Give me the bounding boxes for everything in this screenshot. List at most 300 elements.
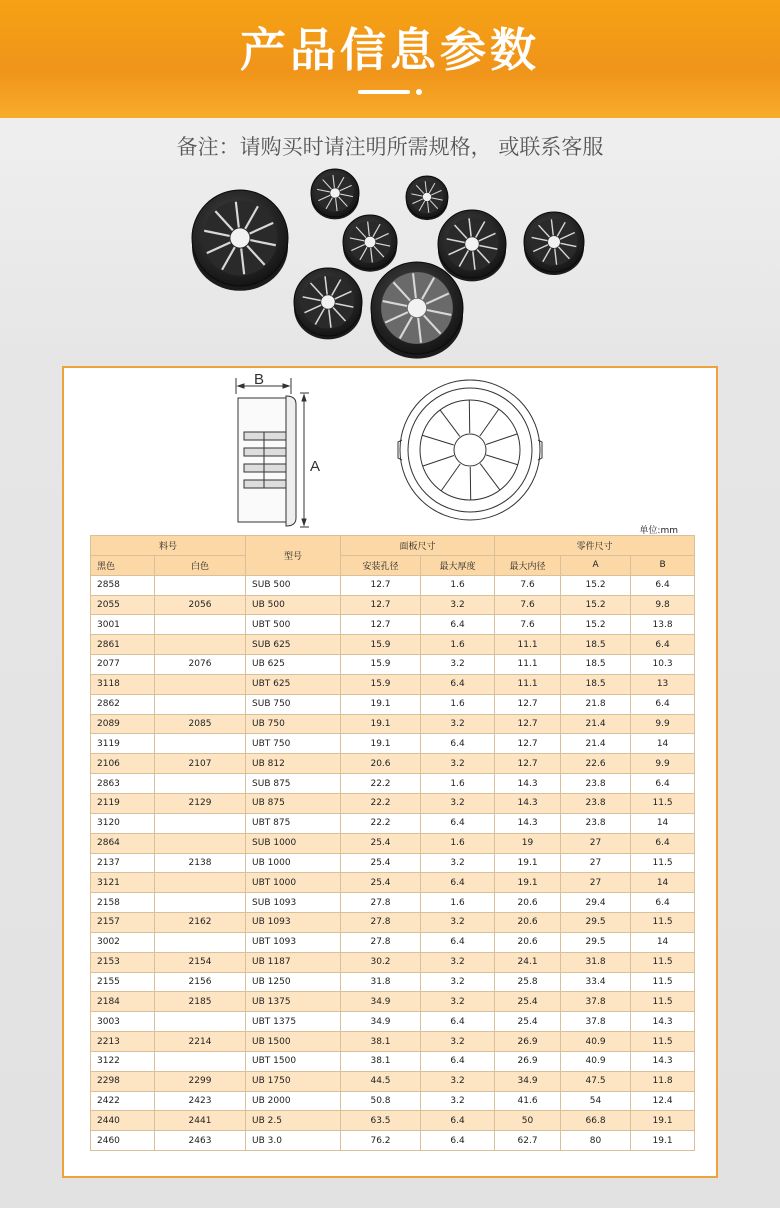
cell-white-part-no: 2076 [155,655,246,675]
cell-black-part-no: 2298 [91,1071,155,1091]
cell-black-part-no: 2155 [91,972,155,992]
cell-black-part-no: 3122 [91,1051,155,1071]
cell-max-thickness: 1.6 [421,635,495,655]
cell-white-part-no: 2423 [155,1091,246,1111]
cell-dim-a: 21.8 [561,694,631,714]
cell-white-part-no [155,734,246,754]
cell-max-inner-diameter: 7.6 [495,595,561,615]
cell-dim-a: 29.4 [561,893,631,913]
cell-dim-a: 37.8 [561,992,631,1012]
cell-max-thickness: 6.4 [421,1012,495,1032]
cell-model: SUB 625 [246,635,341,655]
cell-dim-a: 40.9 [561,1032,631,1052]
cell-max-thickness: 3.2 [421,1071,495,1091]
cell-model: SUB 1000 [246,833,341,853]
cell-max-thickness: 3.2 [421,1091,495,1111]
cell-white-part-no: 2085 [155,714,246,734]
cell-dim-b: 14 [631,813,695,833]
drawing-spoke [423,455,454,466]
cell-dim-a: 15.2 [561,595,631,615]
cell-max-inner-diameter: 62.7 [495,1131,561,1151]
cell-dim-b: 9.9 [631,714,695,734]
cell-max-inner-diameter: 25.4 [495,1012,561,1032]
cell-dim-a: 27 [561,873,631,893]
cell-dim-b: 14 [631,932,695,952]
cell-black-part-no: 3119 [91,734,155,754]
cell-black-part-no: 2158 [91,893,155,913]
side-view [236,378,309,527]
cell-dim-a: 31.8 [561,952,631,972]
cell-dim-a: 37.8 [561,1012,631,1032]
cell-black-part-no: 2460 [91,1131,155,1151]
grommet-image [192,190,288,291]
cell-dim-b: 6.4 [631,893,695,913]
cell-max-thickness: 6.4 [421,1111,495,1131]
cell-hole-diameter: 12.7 [341,615,421,635]
cell-white-part-no [155,575,246,595]
header-dim-b: B [631,555,695,575]
cell-max-inner-diameter: 12.7 [495,734,561,754]
cell-white-part-no [155,674,246,694]
header-part-no: 料号 [91,536,246,556]
cell-model: UBT 1000 [246,873,341,893]
cell-dim-a: 66.8 [561,1111,631,1131]
header-hole-diameter: 安装孔径 [341,555,421,575]
header-part-size: 零件尺寸 [495,536,695,556]
cell-black-part-no: 2157 [91,913,155,933]
cell-hole-diameter: 15.9 [341,674,421,694]
cell-dim-a: 15.2 [561,615,631,635]
table-row [91,754,695,774]
dim-label-a: A [310,458,321,475]
cell-black-part-no: 2106 [91,754,155,774]
header-model: 型号 [246,536,341,576]
cell-dim-b: 12.4 [631,1091,695,1111]
cell-max-thickness: 6.4 [421,734,495,754]
cell-white-part-no [155,873,246,893]
cell-dim-b: 6.4 [631,694,695,714]
header-max-thickness: 最大厚度 [421,555,495,575]
spec-panel [62,366,718,1178]
front-view [398,380,542,520]
cell-dim-a: 21.4 [561,714,631,734]
title-banner [0,0,780,118]
table-row [91,813,695,833]
table-row [91,674,695,694]
table-row [91,1071,695,1091]
cell-hole-diameter: 22.2 [341,774,421,794]
cell-dim-b: 6.4 [631,575,695,595]
cell-dim-a: 27 [561,833,631,853]
cell-white-part-no: 2156 [155,972,246,992]
cell-hole-diameter: 63.5 [341,1111,421,1131]
cell-black-part-no: 2864 [91,833,155,853]
cell-hole-diameter: 19.1 [341,694,421,714]
cell-max-thickness: 3.2 [421,972,495,992]
cell-model: UB 1093 [246,913,341,933]
cell-white-part-no [155,1051,246,1071]
cell-max-thickness: 3.2 [421,714,495,734]
cell-max-thickness: 3.2 [421,913,495,933]
table-row [91,1111,695,1131]
table-row [91,833,695,853]
cell-dim-b: 14 [631,873,695,893]
cell-dim-a: 15.2 [561,575,631,595]
cell-model: UB 500 [246,595,341,615]
cell-black-part-no: 2184 [91,992,155,1012]
unit-label: 单位:mm [639,526,678,536]
cell-hole-diameter: 12.7 [341,575,421,595]
cell-model: UB 875 [246,793,341,813]
cell-white-part-no: 2056 [155,595,246,615]
drawing-spoke [480,464,500,490]
cell-max-inner-diameter: 25.4 [495,992,561,1012]
cell-dim-a: 18.5 [561,635,631,655]
cell-model: SUB 875 [246,774,341,794]
cell-max-inner-diameter: 25.8 [495,972,561,992]
table-row [91,853,695,873]
cell-dim-a: 23.8 [561,793,631,813]
grommet-image [343,215,397,272]
cell-dim-b: 11.5 [631,952,695,972]
table-row [91,972,695,992]
cell-model: UB 1375 [246,992,341,1012]
cell-max-inner-diameter: 19 [495,833,561,853]
cell-white-part-no: 2441 [155,1111,246,1131]
table-row [91,992,695,1012]
cell-dim-b: 10.3 [631,655,695,675]
cell-dim-a: 47.5 [561,1071,631,1091]
cell-black-part-no: 2422 [91,1091,155,1111]
cell-max-thickness: 1.6 [421,833,495,853]
header-black: 黑色 [91,555,155,575]
table-row [91,734,695,754]
cell-max-inner-diameter: 12.7 [495,714,561,734]
cell-max-inner-diameter: 20.6 [495,893,561,913]
cell-max-inner-diameter: 11.1 [495,635,561,655]
cell-dim-b: 13.8 [631,615,695,635]
drawing-spoke [486,434,517,445]
cell-model: UB 2.5 [246,1111,341,1131]
cell-max-inner-diameter: 11.1 [495,655,561,675]
cell-max-inner-diameter: 19.1 [495,853,561,873]
cell-model: UB 1750 [246,1071,341,1091]
cell-black-part-no: 2089 [91,714,155,734]
table-row [91,873,695,893]
table-row [91,595,695,615]
cell-white-part-no: 2138 [155,853,246,873]
cell-max-thickness: 6.4 [421,1051,495,1071]
cell-hole-diameter: 22.2 [341,793,421,813]
cell-dim-b: 19.1 [631,1111,695,1131]
cell-hole-diameter: 44.5 [341,1071,421,1091]
cell-model: UB 625 [246,655,341,675]
cell-max-thickness: 3.2 [421,595,495,615]
table-row [91,1051,695,1071]
table-row [91,893,695,913]
cell-hole-diameter: 27.8 [341,913,421,933]
cell-dim-b: 9.8 [631,595,695,615]
cell-dim-a: 18.5 [561,655,631,675]
cell-black-part-no: 2119 [91,793,155,813]
cell-black-part-no: 3001 [91,615,155,635]
cell-dim-b: 6.4 [631,635,695,655]
cell-model: UB 812 [246,754,341,774]
cell-white-part-no: 2162 [155,913,246,933]
cell-white-part-no: 2107 [155,754,246,774]
cell-hole-diameter: 31.8 [341,972,421,992]
cell-black-part-no: 2055 [91,595,155,615]
cell-dim-a: 40.9 [561,1051,631,1071]
dim-label-b: B [254,371,265,388]
cell-model: UBT 875 [246,813,341,833]
cell-max-thickness: 6.4 [421,932,495,952]
cell-hole-diameter: 22.2 [341,813,421,833]
grommet-image [294,268,362,339]
cell-white-part-no: 2185 [155,992,246,1012]
table-group-header-row [91,536,695,556]
cell-white-part-no [155,615,246,635]
cell-model: UBT 1375 [246,1012,341,1032]
cell-max-inner-diameter: 20.6 [495,932,561,952]
table-row [91,1012,695,1032]
cell-hole-diameter: 15.9 [341,655,421,675]
cell-dim-a: 29.5 [561,913,631,933]
cell-white-part-no [155,893,246,913]
cell-model: SUB 500 [246,575,341,595]
table-row [91,615,695,635]
cell-model: SUB 1093 [246,893,341,913]
cell-dim-b: 11.8 [631,1071,695,1091]
cell-model: UBT 1500 [246,1051,341,1071]
table-row [91,714,695,734]
cell-max-thickness: 1.6 [421,774,495,794]
cell-max-thickness: 3.2 [421,952,495,972]
cell-max-thickness: 1.6 [421,893,495,913]
cell-max-inner-diameter: 50 [495,1111,561,1131]
cell-black-part-no: 3002 [91,932,155,952]
cell-max-thickness: 3.2 [421,992,495,1012]
header-max-inner-diameter: 最大内径 [495,555,561,575]
table-row [91,1091,695,1111]
cell-black-part-no: 2153 [91,952,155,972]
cell-max-inner-diameter: 14.3 [495,813,561,833]
cell-white-part-no: 2299 [155,1071,246,1091]
cell-model: UB 2000 [246,1091,341,1111]
cell-model: UBT 500 [246,615,341,635]
cell-dim-b: 13 [631,674,695,694]
cell-dim-a: 27 [561,853,631,873]
table-row [91,932,695,952]
drawing-spoke [480,409,499,436]
cell-black-part-no: 2213 [91,1032,155,1052]
cell-max-thickness: 6.4 [421,615,495,635]
drawing-spoke [422,435,454,445]
cell-dim-a: 80 [561,1131,631,1151]
cell-white-part-no [155,1012,246,1032]
table-row [91,793,695,813]
table-row [91,694,695,714]
cell-model: UB 1000 [246,853,341,873]
header-dim-a: A [561,555,631,575]
cell-hole-diameter: 15.9 [341,635,421,655]
cell-white-part-no: 2463 [155,1131,246,1151]
cell-dim-b: 14.3 [631,1051,695,1071]
cell-white-part-no [155,932,246,952]
cell-hole-diameter: 34.9 [341,1012,421,1032]
cell-dim-b: 11.5 [631,853,695,873]
cell-max-inner-diameter: 12.7 [495,754,561,774]
cell-max-thickness: 1.6 [421,575,495,595]
cell-hole-diameter: 25.4 [341,873,421,893]
table-row [91,1032,695,1052]
cell-black-part-no: 3120 [91,813,155,833]
cell-black-part-no: 3003 [91,1012,155,1032]
cell-hole-diameter: 38.1 [341,1032,421,1052]
grommet-image [311,169,359,219]
cell-dim-b: 11.5 [631,793,695,813]
cell-model: UB 3.0 [246,1131,341,1151]
cell-model: UB 1187 [246,952,341,972]
grommet-image [524,212,584,275]
cell-model: UBT 1093 [246,932,341,952]
cell-black-part-no: 2861 [91,635,155,655]
purchase-note: 备注：请购买时请注明所需规格， 或联系客服 [176,135,604,159]
cell-black-part-no: 3118 [91,674,155,694]
cell-black-part-no: 2137 [91,853,155,873]
cell-dim-b: 6.4 [631,833,695,853]
table-row [91,774,695,794]
cell-dim-a: 23.8 [561,813,631,833]
cell-dim-a: 22.6 [561,754,631,774]
cell-max-inner-diameter: 24.1 [495,952,561,972]
cell-dim-b: 11.5 [631,992,695,1012]
grommet-image [438,210,506,281]
cell-max-thickness: 3.2 [421,754,495,774]
cell-max-thickness: 3.2 [421,793,495,813]
drawing-spoke [441,464,460,491]
cell-max-inner-diameter: 7.6 [495,575,561,595]
cell-max-inner-diameter: 12.7 [495,694,561,714]
drawing-spoke [486,455,518,465]
table-row [91,952,695,972]
cell-max-thickness: 3.2 [421,655,495,675]
cell-max-thickness: 1.6 [421,694,495,714]
cell-max-thickness: 3.2 [421,1032,495,1052]
cell-model: UBT 750 [246,734,341,754]
cell-white-part-no [155,635,246,655]
cell-hole-diameter: 25.4 [341,833,421,853]
cell-model: UB 1500 [246,1032,341,1052]
cell-dim-b: 11.5 [631,1032,695,1052]
cell-white-part-no: 2154 [155,952,246,972]
header-white: 白色 [155,555,246,575]
cell-hole-diameter: 27.8 [341,893,421,913]
product-photo [180,160,600,360]
cell-dim-b: 6.4 [631,774,695,794]
cell-max-inner-diameter: 26.9 [495,1051,561,1071]
cell-hole-diameter: 30.2 [341,952,421,972]
cell-max-inner-diameter: 7.6 [495,615,561,635]
title-underline [358,90,410,94]
table-row [91,913,695,933]
table-row [91,1131,695,1151]
header-panel-size: 面板尺寸 [341,536,495,556]
cell-hole-diameter: 27.8 [341,932,421,952]
cell-dim-a: 18.5 [561,674,631,694]
page-title: 产品信息参数 [240,23,540,77]
cell-max-inner-diameter: 14.3 [495,774,561,794]
cell-dim-b: 9.9 [631,754,695,774]
table-row [91,635,695,655]
table-sub-header-row [91,555,695,575]
cell-white-part-no [155,694,246,714]
cell-model: UB 1250 [246,972,341,992]
cell-dim-a: 54 [561,1091,631,1111]
grommet-image [406,176,448,220]
cell-white-part-no [155,813,246,833]
cell-max-thickness: 6.4 [421,873,495,893]
cell-max-inner-diameter: 11.1 [495,674,561,694]
cell-dim-b: 14 [631,734,695,754]
cell-max-thickness: 6.4 [421,813,495,833]
cell-black-part-no: 3121 [91,873,155,893]
cell-dim-b: 11.5 [631,972,695,992]
cell-max-thickness: 6.4 [421,1131,495,1151]
cell-dim-a: 29.5 [561,932,631,952]
cell-max-thickness: 3.2 [421,853,495,873]
cell-dim-b: 14.3 [631,1012,695,1032]
cell-dim-a: 21.4 [561,734,631,754]
cell-max-inner-diameter: 41.6 [495,1091,561,1111]
cell-white-part-no [155,833,246,853]
cell-white-part-no [155,774,246,794]
cell-max-inner-diameter: 26.9 [495,1032,561,1052]
title-underline-dot [416,89,422,95]
cell-black-part-no: 2862 [91,694,155,714]
cell-hole-diameter: 50.8 [341,1091,421,1111]
technical-drawing [64,368,716,528]
cell-dim-b: 19.1 [631,1131,695,1151]
cell-dim-a: 23.8 [561,774,631,794]
cell-dim-b: 11.5 [631,913,695,933]
cell-white-part-no: 2214 [155,1032,246,1052]
cell-black-part-no: 2863 [91,774,155,794]
cell-max-inner-diameter: 34.9 [495,1071,561,1091]
table-row [91,655,695,675]
cell-black-part-no: 2077 [91,655,155,675]
cell-black-part-no: 2440 [91,1111,155,1131]
cell-hole-diameter: 12.7 [341,595,421,615]
cell-hole-diameter: 25.4 [341,853,421,873]
cell-hole-diameter: 38.1 [341,1051,421,1071]
cell-hole-diameter: 76.2 [341,1131,421,1151]
cell-model: SUB 750 [246,694,341,714]
cell-max-thickness: 6.4 [421,674,495,694]
cell-black-part-no: 2858 [91,575,155,595]
cell-max-inner-diameter: 14.3 [495,793,561,813]
cell-dim-a: 33.4 [561,972,631,992]
cell-model: UBT 625 [246,674,341,694]
cell-max-inner-diameter: 19.1 [495,873,561,893]
cell-hole-diameter: 34.9 [341,992,421,1012]
grommet-image [371,262,463,359]
cell-hole-diameter: 20.6 [341,754,421,774]
table-row [91,575,695,595]
cell-model: UB 750 [246,714,341,734]
cell-hole-diameter: 19.1 [341,714,421,734]
cell-max-inner-diameter: 20.6 [495,913,561,933]
